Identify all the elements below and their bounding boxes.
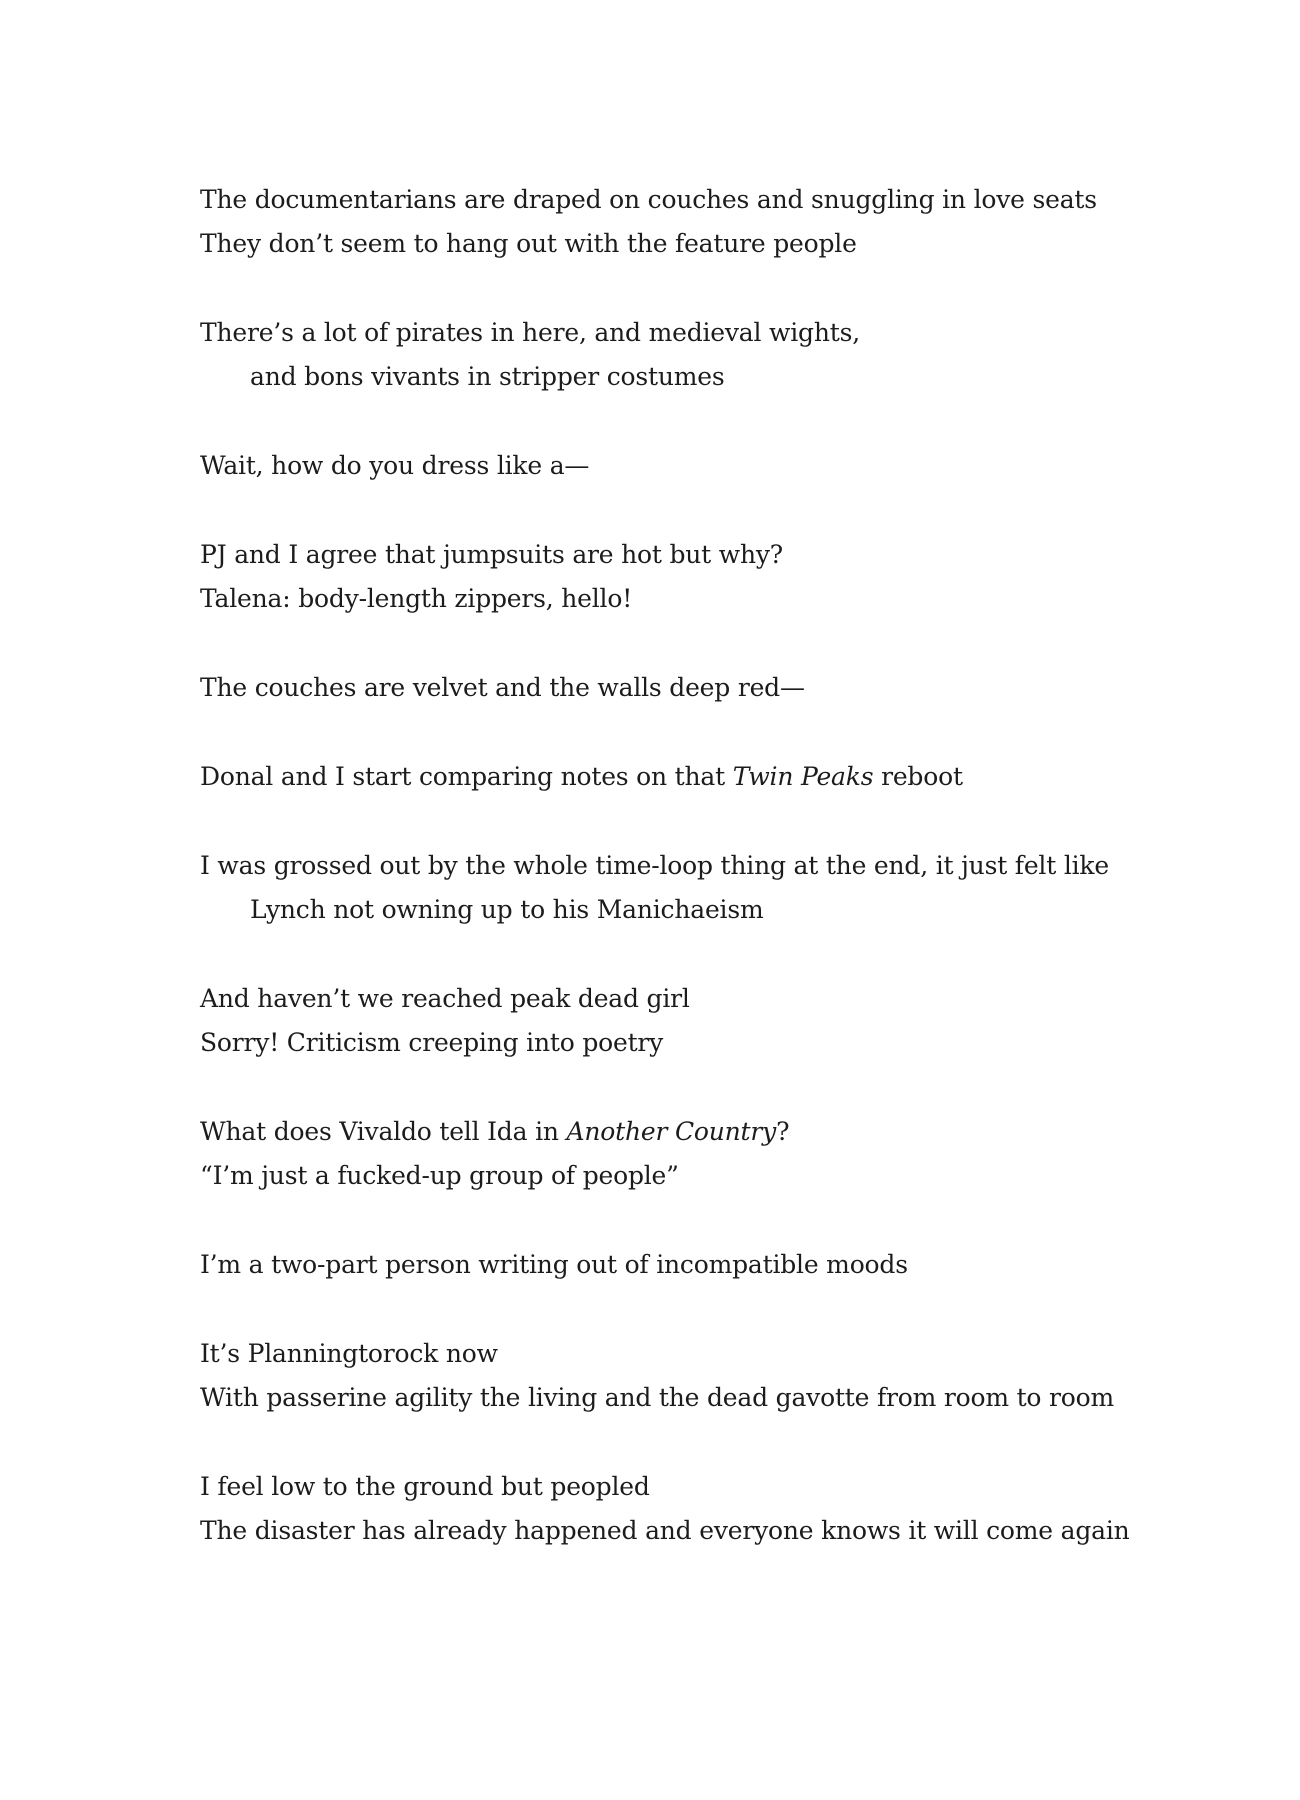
poem-line: I feel low to the ground but peopled bbox=[200, 1472, 650, 1501]
poem-line: They don’t seem to hang out with the feature people bbox=[200, 229, 857, 258]
stanza bbox=[200, 1332, 1200, 1420]
poem-line: Sorry! Criticism creeping into poetry bbox=[200, 1028, 664, 1057]
poem-line: The disaster has already happened and everyone knows it will come again bbox=[200, 1516, 1130, 1545]
poem-line: “I’m just a fucked-up group of people” bbox=[200, 1161, 679, 1190]
stanza bbox=[200, 1243, 1200, 1287]
stanza bbox=[200, 755, 1200, 799]
line-text: Donal and I start comparing notes on that bbox=[200, 762, 733, 791]
poem-line: I’m a two-part person writing out of incompatible moods bbox=[200, 1250, 908, 1279]
poem-line: It’s Planningtorock now bbox=[200, 1339, 498, 1368]
stanza bbox=[200, 977, 1200, 1065]
stanza bbox=[200, 844, 1200, 932]
poem-line: Wait, how do you dress like a— bbox=[200, 451, 590, 480]
poem-line: The documentarians are draped on couches and snuggling in love seats bbox=[200, 185, 1097, 214]
stanza bbox=[200, 666, 1200, 710]
line-text: reboot bbox=[873, 762, 963, 791]
stanza bbox=[200, 1465, 1200, 1553]
line-text: ? bbox=[776, 1117, 790, 1146]
poem-line: I was grossed out by the whole time-loop thing at the end, it just felt like Lynch not owning up to his Manichaeism bbox=[200, 851, 1109, 924]
title-italic: Twin Peaks bbox=[732, 762, 874, 791]
poem-line: With passerine agility the living and the dead gavotte from room to room bbox=[200, 1383, 1114, 1412]
poem-body bbox=[200, 178, 1200, 1598]
line-text: What does Vivaldo tell Ida in bbox=[200, 1117, 567, 1146]
poem-line: And haven’t we reached peak dead girl bbox=[200, 984, 690, 1013]
stanza bbox=[200, 533, 1200, 621]
poem-line: The couches are velvet and the walls deep red— bbox=[200, 673, 805, 702]
stanza bbox=[200, 444, 1200, 488]
poem-line: Talena: body-length zippers, hello! bbox=[200, 584, 633, 613]
title-italic: Another Country bbox=[566, 1117, 777, 1146]
stanza bbox=[200, 311, 1200, 399]
poem-line bbox=[200, 755, 1200, 799]
poem-line: PJ and I agree that jumpsuits are hot but why? bbox=[200, 540, 783, 569]
poem-line bbox=[200, 1110, 1200, 1154]
stanza bbox=[200, 1110, 1200, 1198]
stanza bbox=[200, 178, 1200, 266]
poem-line: There’s a lot of pirates in here, and medieval wights, and bons vivants in stripper costumes bbox=[200, 318, 860, 391]
